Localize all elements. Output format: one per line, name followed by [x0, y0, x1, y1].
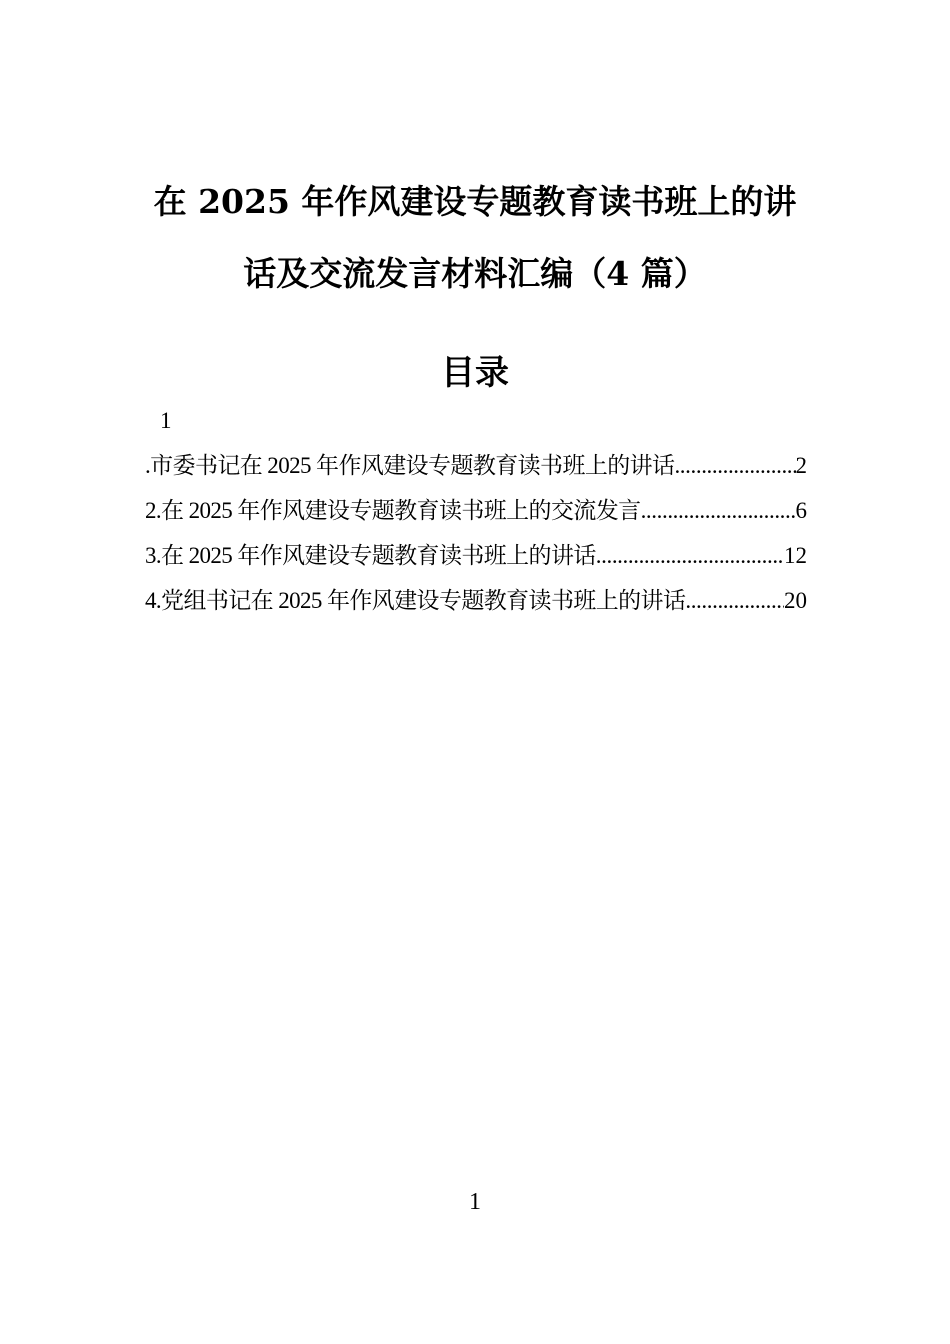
- toc-entry-page: 6: [795, 498, 807, 523]
- document-title-line-2: 话及交流发言材料汇编（4 篇）: [243, 254, 707, 293]
- toc-entry-title: 2.在 2025 年作风建设专题教育读书班上的交流发言: [145, 498, 641, 523]
- document-title-line-1: 在 2025 年作风建设专题教育读书班上的讲: [153, 182, 797, 221]
- toc-entry[interactable]: [145, 583, 807, 628]
- page-number: 1: [469, 1189, 481, 1215]
- toc-list: [145, 448, 807, 628]
- toc-leader-dots: [674, 448, 795, 484]
- toc-leader-dots: [641, 493, 796, 529]
- toc-leader-dots: [596, 538, 784, 574]
- toc-entry[interactable]: [145, 538, 807, 583]
- toc-entry-title: 3.在 2025 年作风建设专题教育读书班上的讲话: [145, 543, 596, 568]
- toc-entry[interactable]: [145, 493, 807, 538]
- toc-heading: 目录: [441, 353, 509, 393]
- toc-entry-page: 2: [795, 453, 807, 478]
- toc-entry-title: 4.党组书记在 2025 年作风建设专题教育读书班上的讲话: [145, 588, 686, 613]
- toc-entry-page: 12: [784, 543, 807, 568]
- toc-entry[interactable]: [145, 448, 807, 493]
- toc-leader-dots: [685, 583, 784, 619]
- toc-orphan-number: 1: [160, 408, 172, 433]
- toc-entry-page: 20: [784, 588, 807, 613]
- toc-entry-title: .市委书记在 2025 年作风建设专题教育读书班上的讲话: [145, 453, 675, 478]
